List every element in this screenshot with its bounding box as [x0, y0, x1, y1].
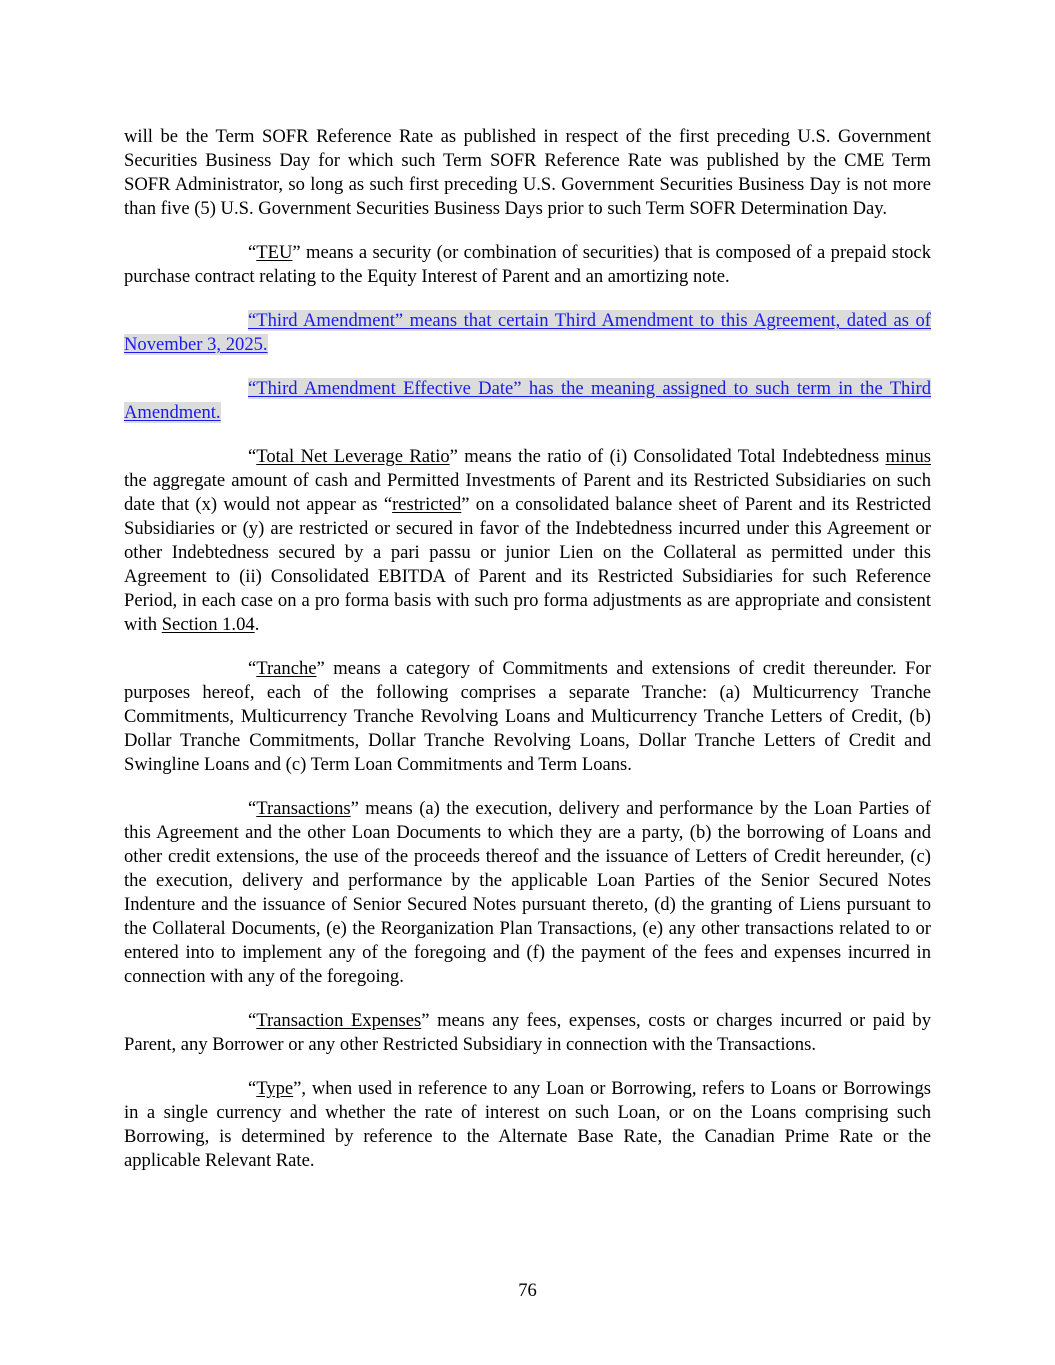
text-segment: ” means a security (or combination of securities) that is composed of a prepaid stock purchase contract relating to the Equity Interest of Parent and an amortizing note. — [124, 242, 931, 287]
text-segment: ” means a category of Commitments and extensions of credit thereunder. For purposes hereof, each of the following comprises a separate Tranche: (a) Multicurrency Tranche Commitments, Multicurrency Tranche Revolving Loans and Multicurrency Tranche Letters of Credit, (b) Dollar Tranche Commitments, Dollar Tranche Revolving Loans, Dollar Tranche Letters of Credit and Swingline Loans and (c) Term Loan Commitments and Term Loans. — [124, 658, 931, 775]
document-body — [124, 125, 931, 1193]
defined-term: restricted — [392, 494, 462, 515]
text-segment: ”, when used in reference to any Loan or Borrowing, refers to Loans or Borrowings in a single currency and whether the rate of interest on such Loan, or on the Loans comprising such Borrowing, is determined by reference to the Alternate Base Rate, the Canadian Prime Rate or the applicable Relevant Rate. — [124, 1078, 931, 1171]
defined-term: Total Net Leverage Ratio — [256, 446, 450, 467]
definition-paragraph — [124, 445, 931, 637]
text-segment: will be the Term SOFR Reference Rate as published in respect of the first preceding U.S. Government Securities Business Day for which such Term SOFR Reference Rate was published by the CME Term SOFR Administrator, so long as such first preceding U.S. Government Securities Business Day is not more than five (5) U.S. Government Securities Business Days prior to such Term SOFR Determination Day. — [124, 126, 931, 219]
text-segment: “ — [248, 658, 257, 679]
text-segment: ” means any fees, expenses, costs or charges incurred or paid by Parent, any Borrower or any other Restricted Subsidiary in connection with the Transactions. — [124, 1010, 931, 1055]
text-segment: ” on a consolidated balance sheet of Parent and its Restricted Subsidiaries or (y) are restricted or secured in favor of the Indebtedness incurred under this Agreement or other Indebtedness secured by a pari passu or junior Lien on the Collateral as permitted under this Agreement to (ii) Consolidated EBITDA of Parent and its Restricted Subsidiaries for such Reference Period, in each case on a pro forma basis with such pro forma adjustments as are appropriate and consistent with — [124, 494, 931, 635]
definition-paragraph — [124, 1009, 931, 1057]
defined-term: Transaction Expenses — [256, 1010, 422, 1031]
defined-term: Transactions — [256, 798, 351, 819]
defined-term: Type — [256, 1078, 294, 1099]
page-number: 76 — [518, 1280, 537, 1301]
defined-term: Tranche — [256, 658, 317, 679]
text-segment: ” means (a) the execution, delivery and performance by the Loan Parties of this Agreement and the other Loan Documents to which they are a party, (b) the borrowing of Loans and other credit extensions, the use of the proceeds thereof and the issuance of Letters of Credit hereunder, (c) the execution, delivery and performance by the applicable Loan Parties of the Senior Secured Notes Indenture and the issuance of Senior Secured Notes pursuant thereto, (d) the granting of Liens pursuant to the Collateral Documents, (e) the Reorganization Plan Transactions, (e) any other transactions related to or entered into to implement any of the foregoing and (f) the payment of the fees and expenses incurred in connection with any of the foregoing. — [124, 798, 931, 987]
text-segment: “ — [248, 1010, 257, 1031]
text-segment: “ — [248, 798, 257, 819]
text-segment: ” means the ratio of (i) Consolidated Total Indebtedness — [449, 446, 886, 467]
definition-paragraph — [124, 797, 931, 989]
definition-paragraph — [124, 309, 931, 357]
inserted-text: “Third Amendment Effective Date” has the meaning assigned to such term in the Third Amendment. — [124, 378, 931, 423]
text-segment: the aggregate amount of cash and Permitted Investments of Parent and its Restricted Subsidiaries on such date that (x) would not appear as “ — [124, 470, 931, 515]
text-segment: “ — [248, 1078, 257, 1099]
definition-paragraph — [124, 125, 931, 221]
text-segment: “ — [248, 446, 257, 467]
definition-paragraph — [124, 241, 931, 289]
definition-paragraph — [124, 377, 931, 425]
defined-term: TEU — [256, 242, 293, 263]
definition-paragraph — [124, 1077, 931, 1173]
text-segment: “ — [248, 242, 257, 263]
definition-paragraph — [124, 657, 931, 777]
defined-term: Section 1.04 — [161, 614, 255, 635]
inserted-text: “Third Amendment” means that certain Third Amendment to this Agreement, dated as of November 3, 2025. — [124, 310, 931, 355]
defined-term: minus — [885, 446, 931, 467]
text-segment: . — [254, 614, 260, 635]
